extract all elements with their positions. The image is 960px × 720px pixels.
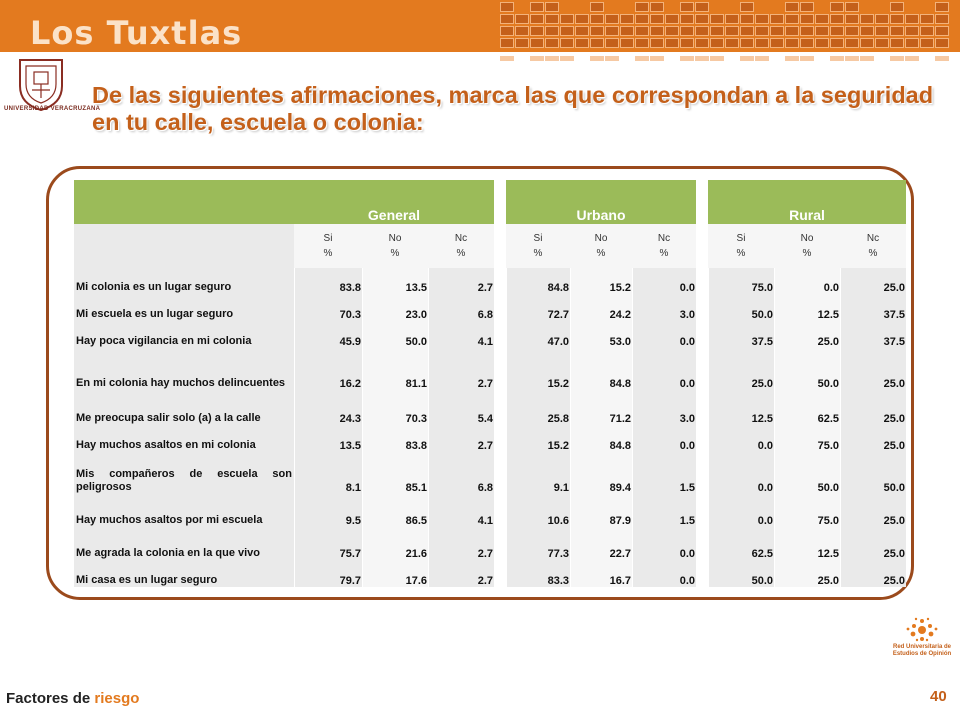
value-cell: 25.0: [840, 348, 906, 390]
mosaic-tile: [830, 14, 844, 24]
value-cell: 6.8: [428, 452, 494, 494]
sub-si: Si %: [294, 224, 362, 268]
mosaic-tile: [860, 26, 874, 36]
row-label: Me agrada la colonia en la que vivo: [74, 527, 294, 560]
value-cell: 83.8: [294, 268, 362, 294]
mosaic-tile: [710, 56, 724, 61]
table-row: [74, 390, 906, 425]
value-cell: 25.0: [840, 425, 906, 452]
mosaic-tile: [890, 56, 904, 61]
sub-si: Si %: [506, 224, 570, 268]
value-cell: 6.8: [428, 294, 494, 321]
value-cell: 24.3: [294, 390, 362, 425]
mosaic-tile: [710, 14, 724, 24]
row-label: Mis compañeros de escuela son peligrosos: [74, 452, 294, 494]
mosaic-tile: [680, 2, 694, 12]
mosaic-tile: [815, 26, 829, 36]
value-cell: 25.0: [840, 390, 906, 425]
mosaic-tile: [530, 38, 544, 48]
value-cell: 24.2: [570, 294, 632, 321]
mosaic-tile: [500, 26, 514, 36]
mosaic-tile: [845, 14, 859, 24]
mosaic-tile: [920, 26, 934, 36]
mosaic-tile: [800, 38, 814, 48]
university-seal-icon: [12, 56, 70, 112]
value-cell: 53.0: [570, 321, 632, 348]
mosaic-tile: [680, 14, 694, 24]
value-cell: 37.5: [840, 321, 906, 348]
value-cell: 89.4: [570, 452, 632, 494]
mosaic-tile: [875, 38, 889, 48]
mosaic-tile: [515, 14, 529, 24]
mosaic-tile: [620, 38, 634, 48]
mosaic-tile: [545, 2, 559, 12]
mosaic-tile: [725, 14, 739, 24]
group-urbano: Urbano: [506, 180, 696, 224]
slide-question: De las siguientes afirmaciones, marca las que correspondan a la seguridad en tu calle, escuela o colonia:: [92, 82, 934, 135]
value-cell: 0.0: [708, 452, 774, 494]
value-cell: 13.5: [294, 425, 362, 452]
value-cell: 2.7: [428, 527, 494, 560]
mosaic-tile: [830, 38, 844, 48]
mosaic-tile: [605, 14, 619, 24]
mosaic-tile: [560, 56, 574, 61]
mosaic-tile: [515, 26, 529, 36]
mosaic-tile: [545, 14, 559, 24]
mosaic-tile: [635, 56, 649, 61]
mosaic-tile: [875, 14, 889, 24]
mosaic-tile: [605, 26, 619, 36]
sub-nc: Nc %: [840, 224, 906, 268]
value-cell: 75.0: [774, 494, 840, 527]
value-cell: 83.8: [362, 425, 428, 452]
mosaic-tile: [755, 38, 769, 48]
value-cell: 25.0: [840, 560, 906, 587]
mosaic-tile: [650, 14, 664, 24]
row-label: Hay poca vigilancia en mi colonia: [74, 321, 294, 348]
mosaic-tile: [890, 2, 904, 12]
mosaic-tile: [530, 56, 544, 61]
mosaic-tile: [590, 56, 604, 61]
value-cell: 15.2: [506, 348, 570, 390]
mosaic-tile: [905, 56, 919, 61]
value-cell: 0.0: [632, 560, 696, 587]
mosaic-tile: [590, 26, 604, 36]
table-row: [74, 348, 906, 390]
value-cell: 2.7: [428, 268, 494, 294]
mosaic-tile: [785, 2, 799, 12]
value-cell: 25.0: [774, 321, 840, 348]
value-cell: 25.8: [506, 390, 570, 425]
value-cell: 79.7: [294, 560, 362, 587]
mosaic-tile: [785, 38, 799, 48]
table-row: [74, 294, 906, 321]
mosaic-tile: [755, 56, 769, 61]
mosaic-tile: [560, 26, 574, 36]
value-cell: 0.0: [632, 527, 696, 560]
value-cell: 9.1: [506, 452, 570, 494]
mosaic-tile: [890, 14, 904, 24]
decorative-mosaic: [500, 2, 960, 70]
mosaic-tile: [710, 26, 724, 36]
value-cell: 0.0: [632, 425, 696, 452]
value-cell: 2.7: [428, 348, 494, 390]
mosaic-tile: [530, 2, 544, 12]
mosaic-tile: [755, 14, 769, 24]
university-name: UNIVERSIDAD VERACRUZANA: [4, 106, 101, 112]
mosaic-tile: [875, 26, 889, 36]
value-cell: 50.0: [708, 294, 774, 321]
table-row: [74, 268, 906, 294]
mosaic-tile: [530, 26, 544, 36]
value-cell: 84.8: [506, 268, 570, 294]
mosaic-tile: [545, 38, 559, 48]
value-cell: 25.0: [708, 348, 774, 390]
row-label: Hay muchos asaltos en mi colonia: [74, 425, 294, 452]
mosaic-tile: [920, 14, 934, 24]
header-title: Los Tuxtlas: [30, 14, 243, 52]
value-cell: 0.0: [708, 425, 774, 452]
table-row: [74, 494, 906, 527]
mosaic-tile: [695, 14, 709, 24]
mosaic-tile: [695, 2, 709, 12]
value-cell: 0.0: [632, 321, 696, 348]
value-cell: 85.1: [362, 452, 428, 494]
mosaic-tile: [650, 56, 664, 61]
value-cell: 4.1: [428, 321, 494, 348]
row-label: En mi colonia hay muchos delincuentes: [74, 348, 294, 390]
value-cell: 1.5: [632, 452, 696, 494]
value-cell: 75.0: [774, 425, 840, 452]
mosaic-tile: [845, 2, 859, 12]
mosaic-tile: [860, 56, 874, 61]
mosaic-tile: [935, 56, 949, 61]
mosaic-tile: [830, 56, 844, 61]
value-cell: 50.0: [840, 452, 906, 494]
mosaic-tile: [515, 38, 529, 48]
mosaic-tile: [500, 38, 514, 48]
mosaic-tile: [530, 14, 544, 24]
mosaic-tile: [560, 14, 574, 24]
value-cell: 62.5: [708, 527, 774, 560]
mosaic-tile: [695, 56, 709, 61]
value-cell: 25.0: [840, 494, 906, 527]
mosaic-tile: [500, 56, 514, 61]
mosaic-tile: [635, 26, 649, 36]
mosaic-tile: [905, 14, 919, 24]
value-cell: 70.3: [294, 294, 362, 321]
mosaic-tile: [740, 14, 754, 24]
mosaic-tile: [575, 26, 589, 36]
value-cell: 0.0: [708, 494, 774, 527]
results-table: [74, 180, 906, 587]
sub-nc: Nc %: [428, 224, 494, 268]
mosaic-tile: [905, 38, 919, 48]
group-rural: Rural: [708, 180, 906, 224]
value-cell: 81.1: [362, 348, 428, 390]
mosaic-tile: [920, 38, 934, 48]
group-general: General: [294, 180, 494, 224]
value-cell: 4.1: [428, 494, 494, 527]
mosaic-tile: [575, 14, 589, 24]
value-cell: 17.6: [362, 560, 428, 587]
mosaic-tile: [935, 26, 949, 36]
mosaic-tile: [740, 2, 754, 12]
value-cell: 5.4: [428, 390, 494, 425]
mosaic-tile: [560, 38, 574, 48]
value-cell: 71.2: [570, 390, 632, 425]
value-cell: 37.5: [708, 321, 774, 348]
mosaic-tile: [935, 14, 949, 24]
mosaic-tile: [650, 38, 664, 48]
mosaic-tile: [590, 38, 604, 48]
mosaic-tile: [770, 14, 784, 24]
mosaic-tile: [650, 26, 664, 36]
value-cell: 15.2: [506, 425, 570, 452]
mosaic-tile: [605, 38, 619, 48]
mosaic-tile: [695, 38, 709, 48]
mosaic-tile: [800, 2, 814, 12]
mosaic-tile: [740, 56, 754, 61]
mosaic-tile: [635, 2, 649, 12]
value-cell: 75.7: [294, 527, 362, 560]
mosaic-tile: [860, 38, 874, 48]
mosaic-tile: [665, 38, 679, 48]
value-cell: 16.7: [570, 560, 632, 587]
mosaic-tile: [935, 2, 949, 12]
mosaic-tile: [770, 38, 784, 48]
mosaic-tile: [590, 14, 604, 24]
mosaic-tile: [635, 14, 649, 24]
value-cell: 84.8: [570, 425, 632, 452]
value-cell: 3.0: [632, 390, 696, 425]
mosaic-tile: [500, 2, 514, 12]
mosaic-tile: [845, 38, 859, 48]
value-cell: 10.6: [506, 494, 570, 527]
sub-no: No %: [362, 224, 428, 268]
mosaic-tile: [680, 38, 694, 48]
header-corner: [74, 180, 294, 224]
value-cell: 3.0: [632, 294, 696, 321]
value-cell: 21.6: [362, 527, 428, 560]
value-cell: 37.5: [840, 294, 906, 321]
value-cell: 86.5: [362, 494, 428, 527]
sub-no: No %: [570, 224, 632, 268]
subheader-row: [74, 224, 906, 268]
value-cell: 25.0: [774, 560, 840, 587]
mosaic-tile: [725, 38, 739, 48]
mosaic-tile: [500, 14, 514, 24]
mosaic-tile: [635, 38, 649, 48]
mosaic-tile: [740, 26, 754, 36]
value-cell: 0.0: [632, 268, 696, 294]
mosaic-tile: [575, 38, 589, 48]
value-cell: 72.7: [506, 294, 570, 321]
value-cell: 70.3: [362, 390, 428, 425]
mosaic-tile: [815, 14, 829, 24]
mosaic-tile: [605, 56, 619, 61]
row-label: Hay muchos asaltos por mi escuela: [74, 494, 294, 527]
mosaic-tile: [695, 26, 709, 36]
table-row: [74, 452, 906, 494]
mosaic-tile: [770, 26, 784, 36]
mosaic-tile: [725, 26, 739, 36]
value-cell: 25.0: [840, 527, 906, 560]
mosaic-tile: [845, 56, 859, 61]
group-header-row: [74, 180, 906, 224]
mosaic-tile: [785, 56, 799, 61]
value-cell: 87.9: [570, 494, 632, 527]
mosaic-tile: [755, 26, 769, 36]
mosaic-tile: [680, 26, 694, 36]
value-cell: 16.2: [294, 348, 362, 390]
value-cell: 12.5: [774, 527, 840, 560]
mosaic-tile: [935, 38, 949, 48]
sub-no: No %: [774, 224, 840, 268]
value-cell: 23.0: [362, 294, 428, 321]
row-label: Mi escuela es un lugar seguro: [74, 294, 294, 321]
value-cell: 75.0: [708, 268, 774, 294]
row-label: Mi colonia es un lugar seguro: [74, 268, 294, 294]
value-cell: 8.1: [294, 452, 362, 494]
value-cell: 13.5: [362, 268, 428, 294]
table-row: [74, 560, 906, 587]
mosaic-tile: [620, 14, 634, 24]
value-cell: 12.5: [708, 390, 774, 425]
footer-label: Factores de riesgo: [6, 690, 140, 707]
mosaic-tile: [650, 2, 664, 12]
table-row: [74, 527, 906, 560]
mosaic-tile: [860, 14, 874, 24]
sub-nc: Nc %: [632, 224, 696, 268]
value-cell: 25.0: [840, 268, 906, 294]
value-cell: 47.0: [506, 321, 570, 348]
mosaic-tile: [665, 26, 679, 36]
mosaic-tile: [905, 26, 919, 36]
sub-si: Si %: [708, 224, 774, 268]
value-cell: 2.7: [428, 560, 494, 587]
mosaic-tile: [890, 26, 904, 36]
mosaic-tile: [845, 26, 859, 36]
table-body: [74, 268, 906, 587]
mosaic-tile: [545, 56, 559, 61]
mosaic-tile: [545, 26, 559, 36]
mosaic-tile: [830, 26, 844, 36]
mosaic-tile: [680, 56, 694, 61]
value-cell: 9.5: [294, 494, 362, 527]
value-cell: 83.3: [506, 560, 570, 587]
value-cell: 2.7: [428, 425, 494, 452]
value-cell: 45.9: [294, 321, 362, 348]
mosaic-tile: [710, 38, 724, 48]
mosaic-tile: [800, 26, 814, 36]
value-cell: 22.7: [570, 527, 632, 560]
mosaic-tile: [590, 2, 604, 12]
row-label: Me preocupa salir solo (a) a la calle: [74, 390, 294, 425]
value-cell: 77.3: [506, 527, 570, 560]
value-cell: 50.0: [708, 560, 774, 587]
value-cell: 0.0: [774, 268, 840, 294]
mosaic-tile: [815, 38, 829, 48]
value-cell: 84.8: [570, 348, 632, 390]
value-cell: 50.0: [774, 348, 840, 390]
mosaic-tile: [785, 14, 799, 24]
value-cell: 62.5: [774, 390, 840, 425]
network-name: Red Universitaria de Estudios de Opinión: [892, 644, 952, 657]
row-label: Mi casa es un lugar seguro: [74, 560, 294, 587]
mosaic-tile: [830, 2, 844, 12]
value-cell: 0.0: [632, 348, 696, 390]
value-cell: 15.2: [570, 268, 632, 294]
mosaic-tile: [620, 26, 634, 36]
mosaic-tile: [785, 26, 799, 36]
mosaic-tile: [740, 38, 754, 48]
table-row: [74, 425, 906, 452]
value-cell: 50.0: [362, 321, 428, 348]
mosaic-tile: [890, 38, 904, 48]
value-cell: 1.5: [632, 494, 696, 527]
page-number: 40: [930, 688, 947, 705]
mosaic-tile: [665, 14, 679, 24]
value-cell: 50.0: [774, 452, 840, 494]
table-row: [74, 321, 906, 348]
mosaic-tile: [800, 14, 814, 24]
value-cell: 12.5: [774, 294, 840, 321]
mosaic-tile: [800, 56, 814, 61]
